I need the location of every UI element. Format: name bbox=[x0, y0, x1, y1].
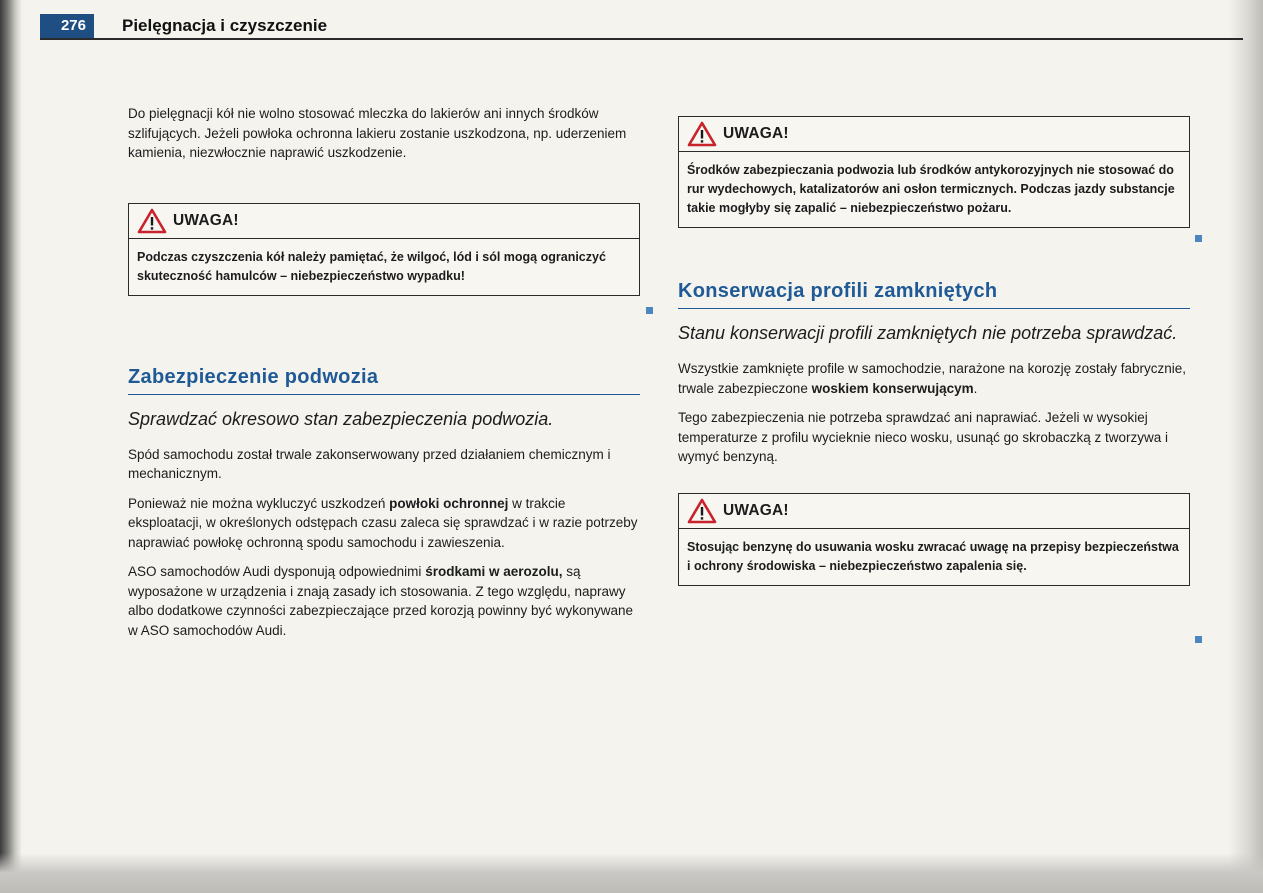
warning-triangle-icon bbox=[137, 208, 167, 234]
bold-term-aerosol: środkami w aerozolu, bbox=[425, 564, 563, 579]
text-span: ASO samochodów Audi dysponują odpowiednimi bbox=[128, 564, 426, 579]
underbody-paragraph-3 bbox=[128, 562, 640, 640]
text-span: . bbox=[973, 380, 978, 396]
page-edge-shadow bbox=[1229, 0, 1263, 893]
warning-box-wheels bbox=[128, 203, 640, 296]
bold-term-wax: woskiem konserwującym bbox=[811, 380, 974, 396]
section-lead-closed-profiles: Stanu konserwacji profili zamkniętych nie potrzeba sprawdzać. bbox=[678, 323, 1178, 343]
section-end-square-icon bbox=[1195, 636, 1202, 643]
section-title-underbody: Zabezpieczenie podwozia bbox=[128, 366, 640, 395]
warning-header bbox=[679, 117, 1189, 152]
wheel-care-paragraph: Do pielęgnacji kół nie wolno stosować mleczka do lakierów ani innych środków szlifujących. Jeżeli powłoka ochronna lakieru zostanie uszkodzona, np. uderzeniem kamienia, niezwłocznie naprawić uszkodzenie. bbox=[128, 106, 627, 160]
warning-text: Stosując benzynę do usuwania wosku zwracać uwagę na przepisy bezpieczeństwa i ochrony środowiska – niebezpieczeństwo zapalenia się. bbox=[687, 539, 1179, 573]
footer-band bbox=[0, 853, 1263, 893]
profiles-paragraph-2: Tego zabezpieczenia nie potrzeba sprawdzać ani naprawiać. Jeżeli w wysokiej temperaturze z profilu wycieknie nieco wosku, usunąć go skrobaczką z tworzywa i wymyć benzyną. bbox=[678, 410, 1168, 464]
section-end-square-icon bbox=[1195, 235, 1202, 242]
text-span: Ponieważ nie można wykluczyć uszkodzeń bbox=[128, 495, 390, 511]
warning-title: UWAGA! bbox=[173, 211, 239, 229]
chapter-title: Pielęgnacja i czyszczenie bbox=[122, 16, 328, 35]
underbody-paragraph-2 bbox=[128, 494, 640, 553]
right-column bbox=[678, 116, 1190, 586]
text-span: Wszystkie zamknięte profile w samochodzie, narażone na korozję zostały fabrycznie, trwale zabezpieczone bbox=[678, 361, 1186, 396]
warning-header bbox=[129, 204, 639, 239]
warning-triangle-icon bbox=[687, 498, 717, 524]
header-rule bbox=[40, 38, 1243, 40]
left-column bbox=[128, 104, 640, 650]
underbody-paragraph-1: Spód samochodu został trwale zakonserwowany przed działaniem chemicznym i mechanicznym. bbox=[128, 446, 611, 481]
profiles-paragraph-1 bbox=[678, 359, 1190, 398]
warning-title: UWAGA! bbox=[723, 125, 789, 142]
warning-header bbox=[679, 494, 1189, 529]
warning-title: UWAGA! bbox=[723, 501, 789, 519]
warning-text: Środków zabezpieczania podwozia lub środków antykorozyjnych nie stosować do rur wydechowych, katalizatorów ani osłon termicznych. Podczas jazdy substancje takie mogłyby się zapalić – niebezpieczeństwo pożaru. bbox=[687, 163, 1175, 215]
text-span: są wyposażone w urządzenia i znają zasady ich stosowania. Z tego względu, naprawy albo dodatkowe czynności zabezpieczające przed korozją powinny być wykonywane w ASO samochodów Audi. bbox=[128, 564, 634, 638]
page-number: 276 bbox=[40, 14, 94, 38]
text-span: w trakcie eksploatacji, w określonych odstępach czasu zaleca się sprawdzać i w razie potrzeby naprawiać powłokę ochronną spodu samochodu i zawieszenia. bbox=[128, 495, 638, 550]
warning-box-petrol bbox=[678, 493, 1190, 586]
section-lead-underbody: Sprawdzać okresowo stan zabezpieczenia podwozia. bbox=[128, 408, 554, 429]
warning-box-exhaust bbox=[678, 116, 1190, 228]
bold-term-protective-coating: powłoki ochronnej bbox=[389, 495, 509, 511]
warning-triangle-icon bbox=[687, 121, 717, 147]
book-binding-shadow bbox=[0, 0, 22, 893]
warning-text: Podczas czyszczenia kół należy pamiętać, że wilgoć, lód i sól mogą ograniczyć skuteczność hamulców – niebezpieczeństwo wypadku! bbox=[137, 249, 606, 283]
section-end-square-icon bbox=[646, 307, 653, 314]
section-title-closed-profiles: Konserwacja profili zamkniętych bbox=[678, 280, 1190, 309]
